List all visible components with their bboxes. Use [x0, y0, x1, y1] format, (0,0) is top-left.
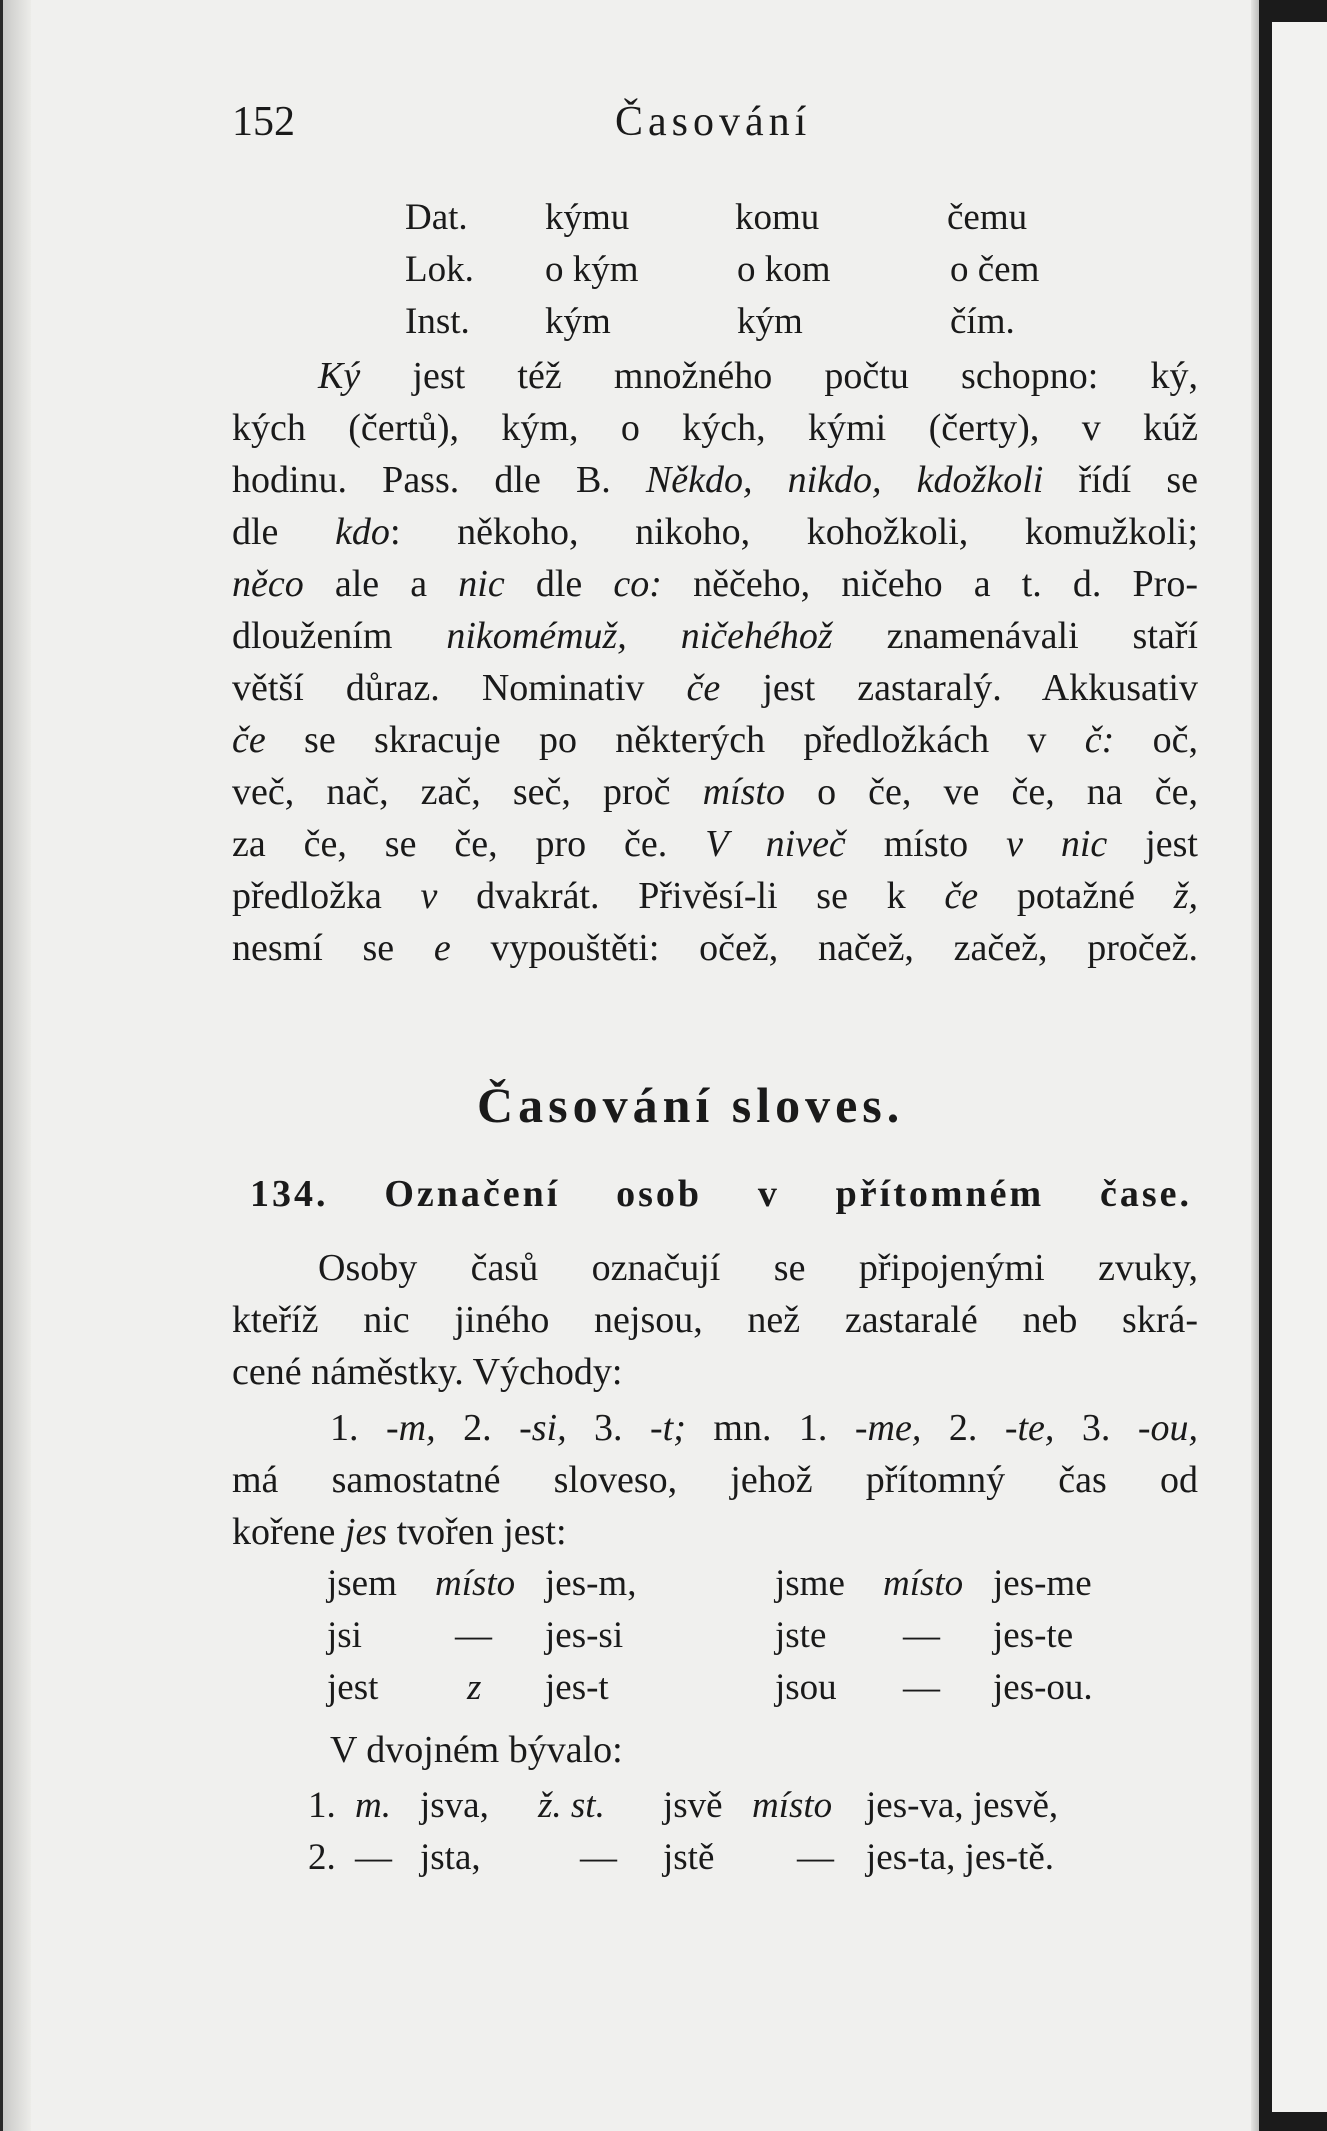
table-cell: jest	[327, 1667, 379, 1708]
table-cell: —	[903, 1615, 940, 1656]
table-cell: čím.	[950, 301, 1015, 342]
table-cell: —	[455, 1615, 492, 1656]
table-cell: místo	[435, 1563, 516, 1604]
table-cell: jes-va, jesvě,	[866, 1785, 1059, 1826]
text-line: kteříž nic jiného nejsou, než zastaralé neb skrá-	[232, 1299, 1198, 1341]
table-cell: jsta,	[420, 1837, 481, 1878]
next-page-edge	[1272, 22, 1327, 2112]
text-line: 1. -m, 2. -si, 3. -t; mn. 1. -me, 2. -te, 3. -ou,	[330, 1407, 1199, 1449]
text-line: dle kdo: někoho, nikoho, kohožkoli, komužkoli;	[232, 511, 1198, 553]
text-line: nesmí se e vypouštěti: očež, načež, začež, pročež.	[232, 927, 1198, 969]
text-line: Osoby časů označují se připojenými zvuky,	[318, 1247, 1198, 1289]
page-number: 152	[232, 99, 295, 145]
table-cell: kým	[545, 301, 611, 342]
table-cell: o kom	[737, 249, 831, 290]
table-cell: jsme	[775, 1563, 845, 1604]
table-cell: jsva,	[420, 1785, 489, 1826]
text-line: předložka v dvakrát. Přivěsí-li se k če potažné ž,	[232, 875, 1198, 917]
table-cell: —	[355, 1837, 392, 1878]
table-cell: kýmu	[545, 197, 630, 238]
table-cell: komu	[735, 197, 820, 238]
table-cell: jstě	[663, 1837, 715, 1878]
table-cell: jes-m,	[545, 1563, 637, 1604]
section-title: Označení osob v přítomném čase.	[384, 1173, 1192, 1215]
table-cell: m.	[355, 1785, 391, 1826]
text-line: něco ale a nic dle co: něčeho, ničeho a t. d. Pro-	[232, 563, 1198, 605]
table-cell: kým	[737, 301, 803, 342]
section-number: 134.	[250, 1173, 329, 1215]
table-cell: jsou	[775, 1667, 837, 1708]
table-cell: 1.	[308, 1785, 336, 1826]
text-line: hodinu. Pass. dle B. Někdo, nikdo, kdožkoli řídí se	[232, 459, 1199, 501]
table-cell: jes-me	[993, 1563, 1092, 1604]
table-cell: ž. st.	[538, 1785, 605, 1826]
table-cell: Lok.	[405, 249, 474, 290]
table-cell: čemu	[947, 197, 1028, 238]
table-cell: z	[467, 1667, 482, 1708]
dual-label: V dvojném bývalo:	[330, 1729, 623, 1771]
table-cell: jste	[775, 1615, 827, 1656]
table-cell: —	[903, 1667, 940, 1708]
table-cell: jes-ta, jes-tě.	[866, 1837, 1054, 1878]
text-line: cené náměstky. Východy:	[232, 1351, 623, 1393]
table-cell: —	[797, 1837, 834, 1878]
text-line: če se skracuje po některých předložkách v č: oč,	[232, 719, 1198, 761]
table-cell: o čem	[950, 249, 1040, 290]
section-heading	[250, 1170, 1192, 1218]
table-cell: jes-si	[545, 1615, 624, 1656]
text-line: več, nač, zač, seč, proč místo o če, ve če, na če,	[232, 771, 1198, 813]
table-cell: jes-t	[545, 1667, 609, 1708]
table-cell: jsi	[327, 1615, 362, 1656]
table-cell: místo	[883, 1563, 964, 1604]
table-cell: Dat.	[405, 197, 468, 238]
table-cell: jes-ou.	[993, 1667, 1093, 1708]
chapter-title: Časování sloves.	[477, 1077, 905, 1133]
table-cell: jsvě	[663, 1785, 723, 1826]
text-line: má samostatné sloveso, jehož přítomný čas od	[232, 1459, 1198, 1501]
text-line: větší důraz. Nominativ če jest zastaralý. Akkusativ	[232, 667, 1198, 709]
text-line: kých (čertů), kým, o kých, kými (čerty), v kúž	[232, 407, 1198, 449]
table-cell: jsem	[327, 1563, 397, 1604]
text-line: dloužením nikomémuž, ničehéhož znamenávali staří	[232, 615, 1198, 657]
table-cell: —	[580, 1837, 617, 1878]
text-line: kořene jes tvořen jest:	[232, 1511, 567, 1553]
running-title: Časování	[615, 99, 812, 145]
table-cell: 2.	[308, 1837, 336, 1878]
table-cell: o kým	[545, 249, 639, 290]
table-cell: Inst.	[405, 301, 470, 342]
text-line: za če, se če, pro če. V niveč místo v nic jest	[232, 823, 1198, 865]
table-cell: místo	[752, 1785, 833, 1826]
text-line: Ký jest též množného počtu schopno: ký,	[318, 355, 1198, 397]
table-cell: jes-te	[993, 1615, 1074, 1656]
